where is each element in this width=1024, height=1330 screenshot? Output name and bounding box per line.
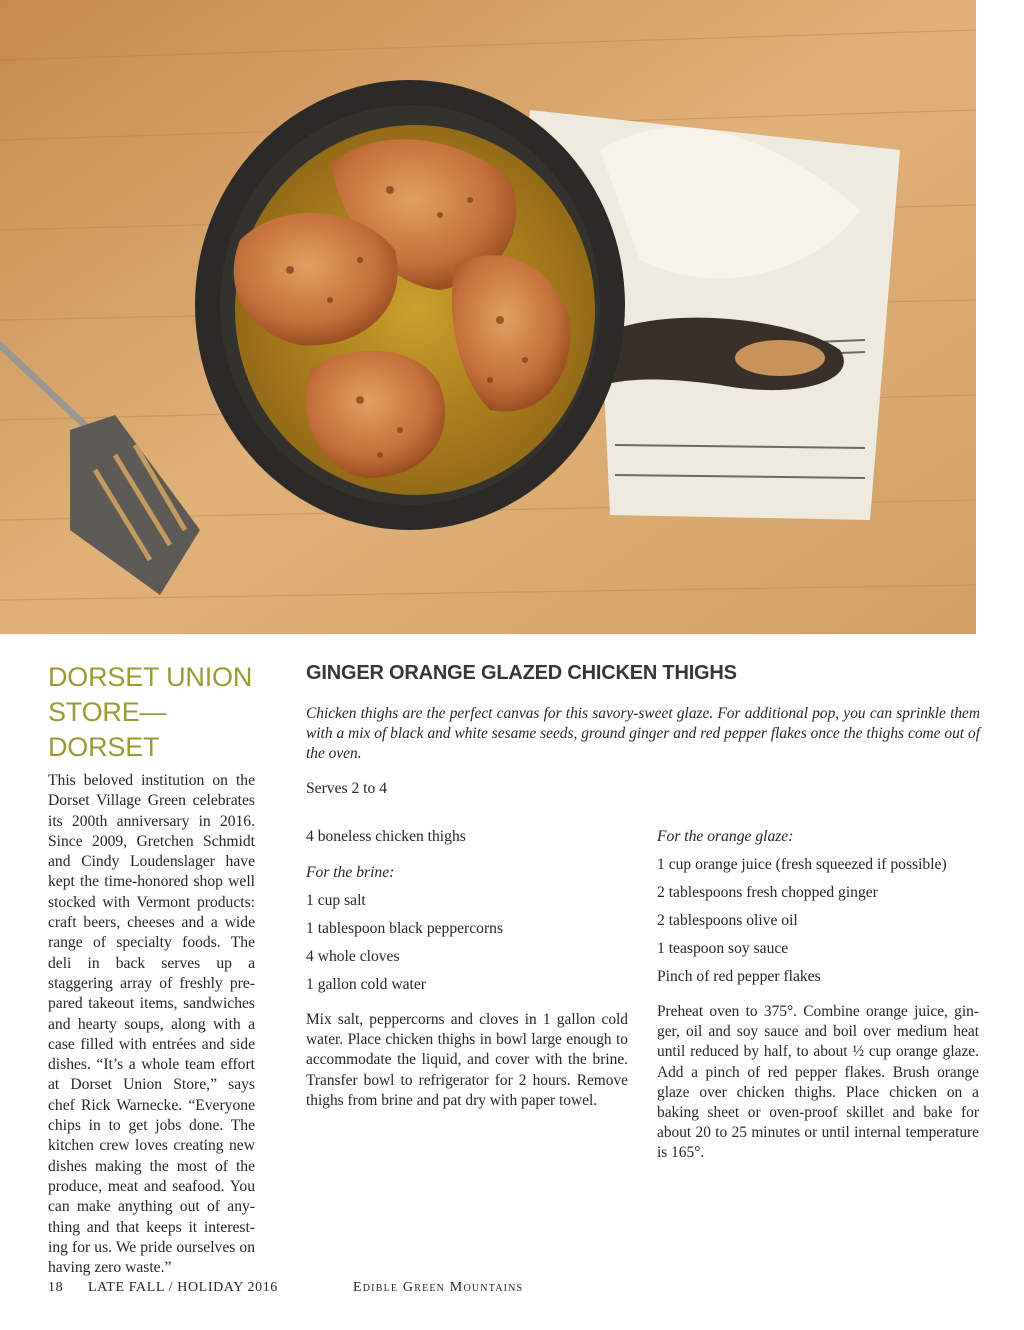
recipe-title: GINGER ORANGE GLAZED CHICKEN THIGHS [306, 662, 737, 684]
glaze-ingredient: Pinch of red pepper flakes [657, 968, 821, 985]
brine-ingredient: 4 whole cloves [306, 948, 400, 965]
main-ingredient: 4 boneless chicken thighs [306, 828, 466, 845]
hero-photo [0, 0, 976, 634]
issue-label: LATE FALL / HOLIDAY 2016 [88, 1280, 278, 1295]
glaze-ingredient: 1 cup orange juice (fresh squeezed if possible) [657, 856, 947, 873]
brine-ingredient: 1 gallon cold water [306, 976, 426, 993]
glaze-method: Preheat oven to 375°. Combine orange juice, ginger, oil and soy sauce and boil over medium heat until reduced by half, to about ½ cup orange glaze. Add a pinch of red pepper flakes. Brush orange glaze over chicken thighs. Place chicken on a baking sheet or oven-proof skillet and bake for about 20 to 25 minutes or until internal temperature is 165°. [657, 1003, 979, 1162]
recipe-column-left [306, 826, 628, 1111]
sidebar-heading: DORSET UNION STORE—DORSET [48, 662, 253, 762]
skillet-chicken-illustration [0, 0, 976, 634]
recipe-serves: Serves 2 to 4 [306, 780, 387, 797]
magazine-name: Edible Green Mountains [353, 1280, 524, 1295]
sidebar-column [48, 660, 255, 1278]
glaze-label: For the orange glaze: [657, 828, 794, 845]
recipe-intro: Chicken thighs are the perfect canvas for this savory-sweet glaze. For additional pop, you can sprinkle them with a mix of black and white sesame seeds, ground ginger and red pepper flakes once the thighs come out of the oven. [306, 705, 980, 762]
brine-label: For the brine: [306, 864, 395, 881]
recipe-column-right [657, 826, 979, 1164]
glaze-ingredient: 1 teaspoon soy sauce [657, 940, 789, 957]
brine-ingredient: 1 tablespoon black peppercorns [306, 920, 504, 937]
page-number: 18 [48, 1280, 64, 1295]
brine-ingredient: 1 cup salt [306, 892, 366, 909]
sidebar-body-text: This beloved institution on the Dorset Village Green celebrates its 200th anniversary in 2016. Since 2009, Gretchen Schmidt and Cindy Loudenslager have kept the time-honored shop well stocked with Vermont products: craft beers, cheeses and a wide range of specialty foods. The deli in back serves up a staggering array of freshly prepared takeout items, sandwiches and hearty soups, along with a case filled with entrées and side dishes. “It’s a whole team effort at Dorset Union Store,” says chef Rick Warnecke. “Everyone chips in to get jobs done. The kitchen crew loves creating new dishes making the most of the produce, meat and seafood. You can make anything out of anything and that keeps it interesting for us. We pride ourselves on having zero waste.” [48, 772, 255, 1277]
brine-method: Mix salt, peppercorns and cloves in 1 gallon cold water. Place chicken thighs in bowl large enough to accommodate the liquid, and cover with the brine. Transfer bowl to refrigerator for 2 hours. Remove thighs from brine and pat dry with paper towel. [306, 1011, 628, 1109]
glaze-ingredient: 2 tablespoons fresh chopped ginger [657, 884, 878, 901]
glaze-ingredient: 2 tablespoons olive oil [657, 912, 798, 929]
